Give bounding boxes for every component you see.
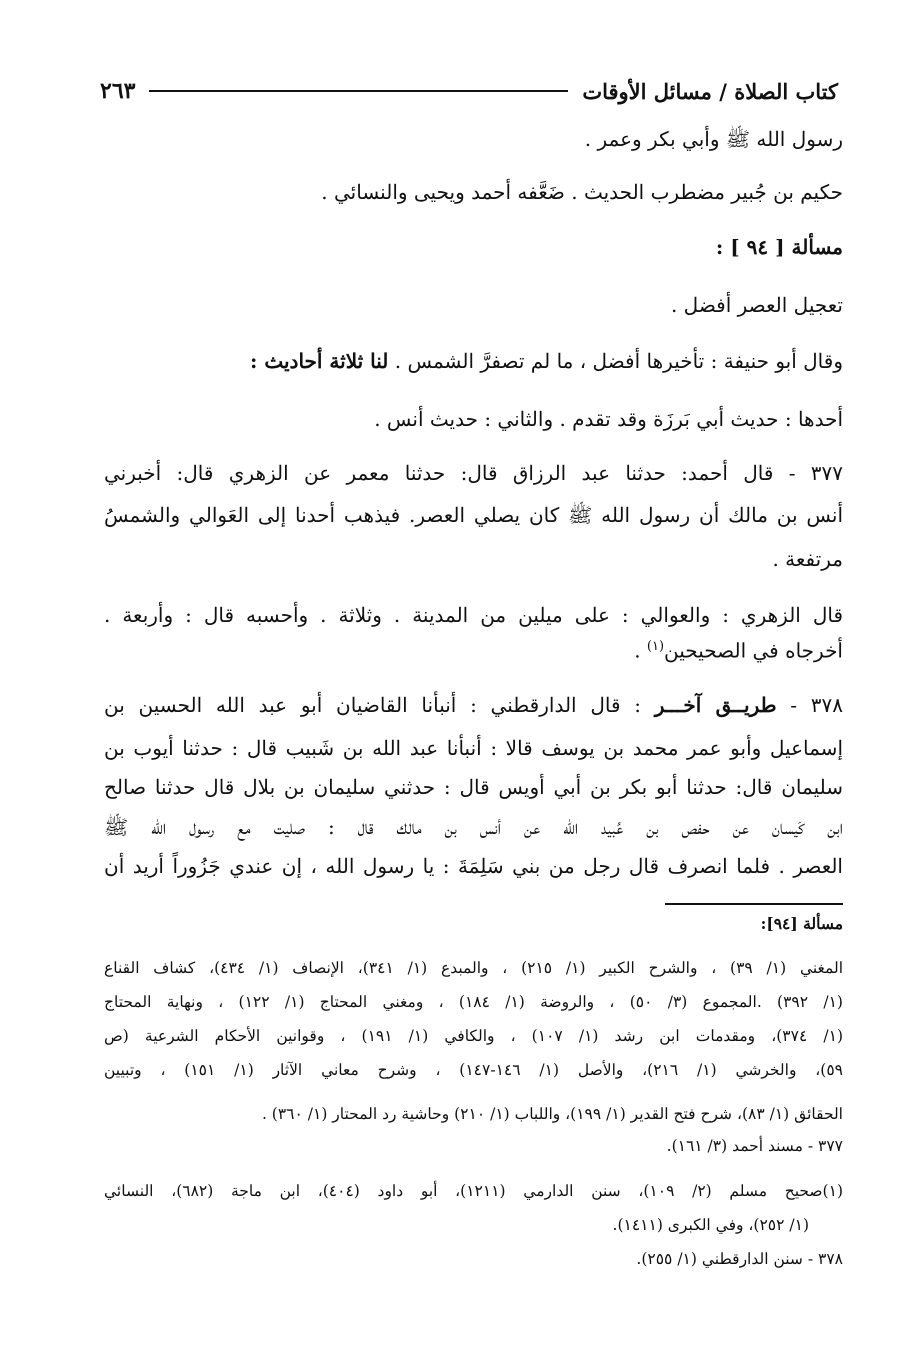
text-line-9: مرتفعة .: [772, 547, 843, 571]
page-header: [100, 74, 838, 108]
text-line-10: قال الزهري : والعوالي : على ميلين من المدينة . وثلاثة . وأحسبه قال : وأربعة .: [104, 603, 843, 627]
footnote-line-8: (١/ ٢٥٢)، وفي الكبرى (١٤١١).: [612, 1216, 809, 1234]
footnote-divider: [665, 903, 843, 905]
text-line-6: أحدها : حديث أبي بَرزَة وقد تقدم . والثاني : حديث أنس .: [374, 407, 843, 431]
text-line-11-part-b: .: [634, 638, 647, 663]
text-line-12: [104, 690, 843, 720]
footnote-line-1: المغني (١/ ٣٩) ، والشرح الكبير (١/ ٢١٥) ، والمبدع (١/ ٣٤١)، الإنصاف (١/ ٤٣٤)، كشاف القناع: [104, 959, 844, 977]
header-rule: [149, 90, 568, 92]
text-line-12-rest: : قال الدارقطني : أنبأنا القاضيان أبو عبد الله الحسين بن: [104, 693, 655, 717]
text-line-11: [634, 632, 843, 666]
text-line-11-part-a: أخرجاه في الصحيحين: [664, 638, 843, 663]
text-line-14: سليمان قال: حدثنا أبو بكر بن أبي أويس قال : حدثني سليمان بن بلال قال حدثنا صالح: [104, 775, 843, 799]
page-number: ٢٦٣: [100, 78, 136, 104]
text-line-8: أنس بن مالك أن رسول الله ﷺ كان يصلي العصر. فيذهب أحدنا إلى العَوالي والشمسُ: [104, 503, 843, 527]
text-line-5-part-a: وقال أبو حنيفة : تأخيرها أفضل ، ما لم تصفرَّ الشمس .: [394, 349, 843, 373]
running-title: كتاب الصلاة / مسائل الأوقات: [582, 78, 838, 104]
text-line-4: تعجيل العصر أفضل .: [670, 293, 843, 317]
footnote-heading: مسألة [٩٤]:: [760, 914, 843, 933]
footnote-line-7: (١)صحيح مسلم (٢/ ١٠٩)، سنن الدارمي (١٢١١)، أبو داود (٤٠٤)، ابن ماجة (٦٨٢)، النسائي: [104, 1182, 843, 1200]
text-line-5-part-b: لنا ثلاثة أحاديث :: [249, 349, 389, 373]
text-line-2: حكيم بن جُبير مضطرب الحديث . ضَعَّفه أحمد ويحيى والنسائي .: [321, 180, 843, 204]
footnote-line-2: (١/ ٣٩٢) .المجموع (٣/ ٥٠) ، والروضة (١/ ١٨٤) ، ومغني المحتاج (١/ ١٢٢) ، ونهاية المحتاج: [104, 993, 843, 1011]
footnote-line-6: ٣٧٧ - مسند أحمد (٣/ ١٦١).: [666, 1137, 843, 1155]
text-line-1: رسول الله ﷺ وأبي بكر وعمر .: [584, 127, 843, 151]
masala-heading: مسألة [ ٩٤ ] :: [715, 235, 843, 259]
text-line-15: ابن كَيسان عن حفص بن عُبيد الله عن أنس بن مالك قال : صليت مع رسول الله ﷺ: [104, 815, 843, 839]
text-line-5: [250, 346, 843, 376]
text-line-12-number: ٣٧٨ -: [776, 693, 843, 717]
text-line-7: ٣٧٧ - قال أحمد: حدثنا عبد الرزاق قال: حدثنا معمر عن الزهري قال: أخبرني: [104, 461, 843, 485]
footnote-line-9: ٣٧٨ - سنن الدارقطني (١/ ٢٥٥).: [636, 1250, 843, 1268]
text-line-12-bold: طريــق آخـــر: [654, 693, 777, 717]
footnote-line-5: الحقائق (١/ ٨٣)، شرح فتح القدير (١/ ١٩٩)، واللباب (١/ ٢١٠) وحاشية رد المحتار (١/ ٣٦٠) .: [261, 1105, 843, 1123]
footnote-line-4: ٥٩)، والخرشي (١/ ٢١٦)، والأصل (١/ ١٤٦-١٤٧) ، وشرح معاني الآثار (١/ ١٥١) ، وتبيين: [104, 1061, 843, 1079]
text-line-16: العصر . فلما انصرف قال رجل من بني سَلِمَةَ : يا رسول الله ، إن عندي جَزُوراً أريد أن: [104, 854, 843, 878]
footnote-ref-1: (١): [646, 639, 665, 654]
text-line-13: إسماعيل وأبو عمر محمد بن يوسف قالا : أنبأنا عبد الله بن شَبيب قال : حدثنا أيوب بن: [104, 736, 843, 760]
footnote-line-3: (١/ ٣٧٤)، ومقدمات ابن رشد (١/ ١٠٧) ، والكافي (١/ ١٩١) ، وقوانين الأحكام الشرعية (ص: [104, 1027, 843, 1045]
